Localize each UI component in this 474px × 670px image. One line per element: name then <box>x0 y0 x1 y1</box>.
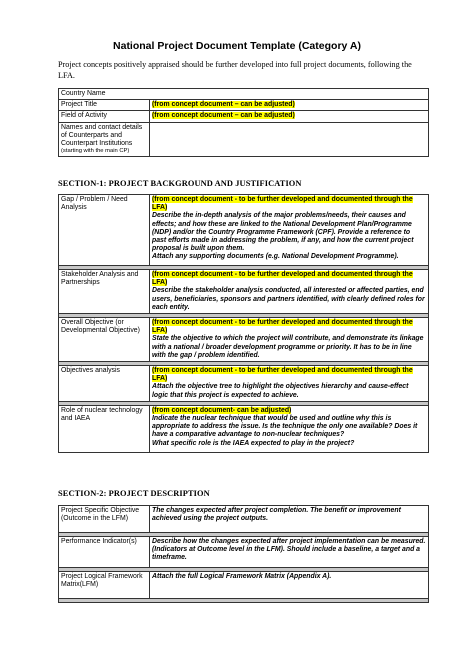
nuclear-role-body: Indicate the nuclear technique that would be used and outline why this is appropriate to address the issue. Is the technique the only one available? Does it have a comparative advantage to non-nuclear techniques? <box>152 415 418 439</box>
gap-analysis-row <box>59 195 429 266</box>
specific-objective-row <box>59 506 429 533</box>
project-title-value-cell <box>150 100 429 111</box>
counterparts-label-cell <box>59 122 150 157</box>
performance-indicators-row <box>59 537 429 568</box>
field-of-activity-value-cell <box>150 111 429 122</box>
project-info-table <box>58 88 429 157</box>
stakeholder-label: Stakeholder Analysis and Partnerships <box>59 270 150 314</box>
nuclear-role-content <box>150 405 429 452</box>
section2-table <box>58 505 429 603</box>
nuclear-role-highlight: (from concept document- can be adjusted) <box>152 406 292 414</box>
intro-paragraph: Project concepts positively appraised should be further developed into full project documents, following the LFA. <box>58 60 412 80</box>
section1-table <box>58 194 429 453</box>
gap-analysis-extra: Attach any supporting documents (e.g. National Development Programme). <box>152 253 399 261</box>
stakeholder-content <box>150 270 429 314</box>
section1-heading: SECTION-1: PROJECT BACKGROUND AND JUSTIFICATION <box>58 179 302 188</box>
gap-analysis-label: Gap / Problem / Need Analysis <box>59 195 150 266</box>
overall-objective-highlight: (from concept document - to be further developed and documented through the LFA) <box>152 319 413 335</box>
objectives-analysis-row <box>59 366 429 402</box>
specific-objective-label: Project Specific Objective (Outcome in the LFM) <box>59 506 150 533</box>
field-of-activity-label: Field of Activity <box>59 111 150 122</box>
objectives-analysis-body: Attach the objective tree to highlight the objectives hierarchy and cause-effect logic that this project is expected to achieve. <box>152 383 409 399</box>
counterparts-row <box>59 122 429 157</box>
field-of-activity-row <box>59 111 429 122</box>
document-title: National Project Document Template (Category A) <box>113 40 361 52</box>
lfm-row <box>59 572 429 599</box>
overall-objective-row <box>59 318 429 362</box>
lfm-body: Attach the full Logical Framework Matrix (Appendix A). <box>152 573 332 580</box>
section2-heading: SECTION-2: PROJECT DESCRIPTION <box>58 489 210 498</box>
stakeholder-body: Describe the stakeholder analysis conducted, all interested or affected parties, end users, beneficiaries, sponsors and partners identified, with clearly defined roles for each entity. <box>152 287 425 311</box>
gap-analysis-highlight: (from concept document - to be further developed and documented through the LFA) <box>152 196 413 212</box>
performance-indicators-content <box>150 537 429 568</box>
nuclear-role-extra: What specific role is the IAEA expected to play in the project? <box>152 439 355 447</box>
project-title-label: Project Title <box>59 100 150 111</box>
overall-objective-label: Overall Objective (or Developmental Objective) <box>59 318 150 362</box>
stakeholder-row <box>59 270 429 314</box>
overall-objective-body: State the objective to which the project will contribute, and demonstrate its linkage with a national / broader development programme or priority. It has to be in line with the gap / problem identified. <box>152 335 424 359</box>
specific-objective-body: The changes expected after project completion. The benefit or improvement achieved using the project outputs. <box>152 507 401 523</box>
nuclear-role-label: Role of nuclear technology and IAEA <box>59 405 150 452</box>
lfm-content <box>150 572 429 599</box>
country-name-label: Country Name <box>59 89 429 100</box>
gap-analysis-content <box>150 195 429 266</box>
field-of-activity-value: (from concept document – can be adjusted) <box>152 112 295 120</box>
project-title-value: (from concept document – can be adjusted) <box>152 101 295 109</box>
performance-indicators-body: Describe how the changes expected after project implementation can be measured. (Indicators at Outcome level in the LFM). Should include a baseline, a target and a timeframe. <box>152 538 426 562</box>
objectives-analysis-content <box>150 366 429 402</box>
counterparts-label: Names and contact details of Counterparts and Counterpart Institutions <box>61 123 143 148</box>
lfm-label: Project Logical Framework Matrix(LFM) <box>59 572 150 599</box>
counterparts-value-cell <box>150 122 429 157</box>
country-name-row <box>59 89 429 100</box>
separator-row <box>59 599 429 603</box>
specific-objective-content <box>150 506 429 533</box>
gap-analysis-body: Describe the in-depth analysis of the major problems/needs, their causes and effects; and how these are linked to the National Development Plan/Programme (NDP) and/or the Country Programme Framework (CPF). Provide a reference to past efforts made in addressing the problem, if any, and how the current project proposal is built upon them. <box>152 212 414 253</box>
counterparts-sub: (starting with the main CP) <box>61 148 130 155</box>
objectives-analysis-highlight: (from concept document - to be further developed and documented through the LFA) <box>152 367 413 383</box>
nuclear-role-row <box>59 405 429 452</box>
stakeholder-highlight: (from concept document - to be further developed and documented through the LFA) <box>152 271 413 287</box>
overall-objective-content <box>150 318 429 362</box>
objectives-analysis-label: Objectives analysis <box>59 366 150 402</box>
project-title-row <box>59 100 429 111</box>
performance-indicators-label: Performance Indicator(s) <box>59 537 150 568</box>
